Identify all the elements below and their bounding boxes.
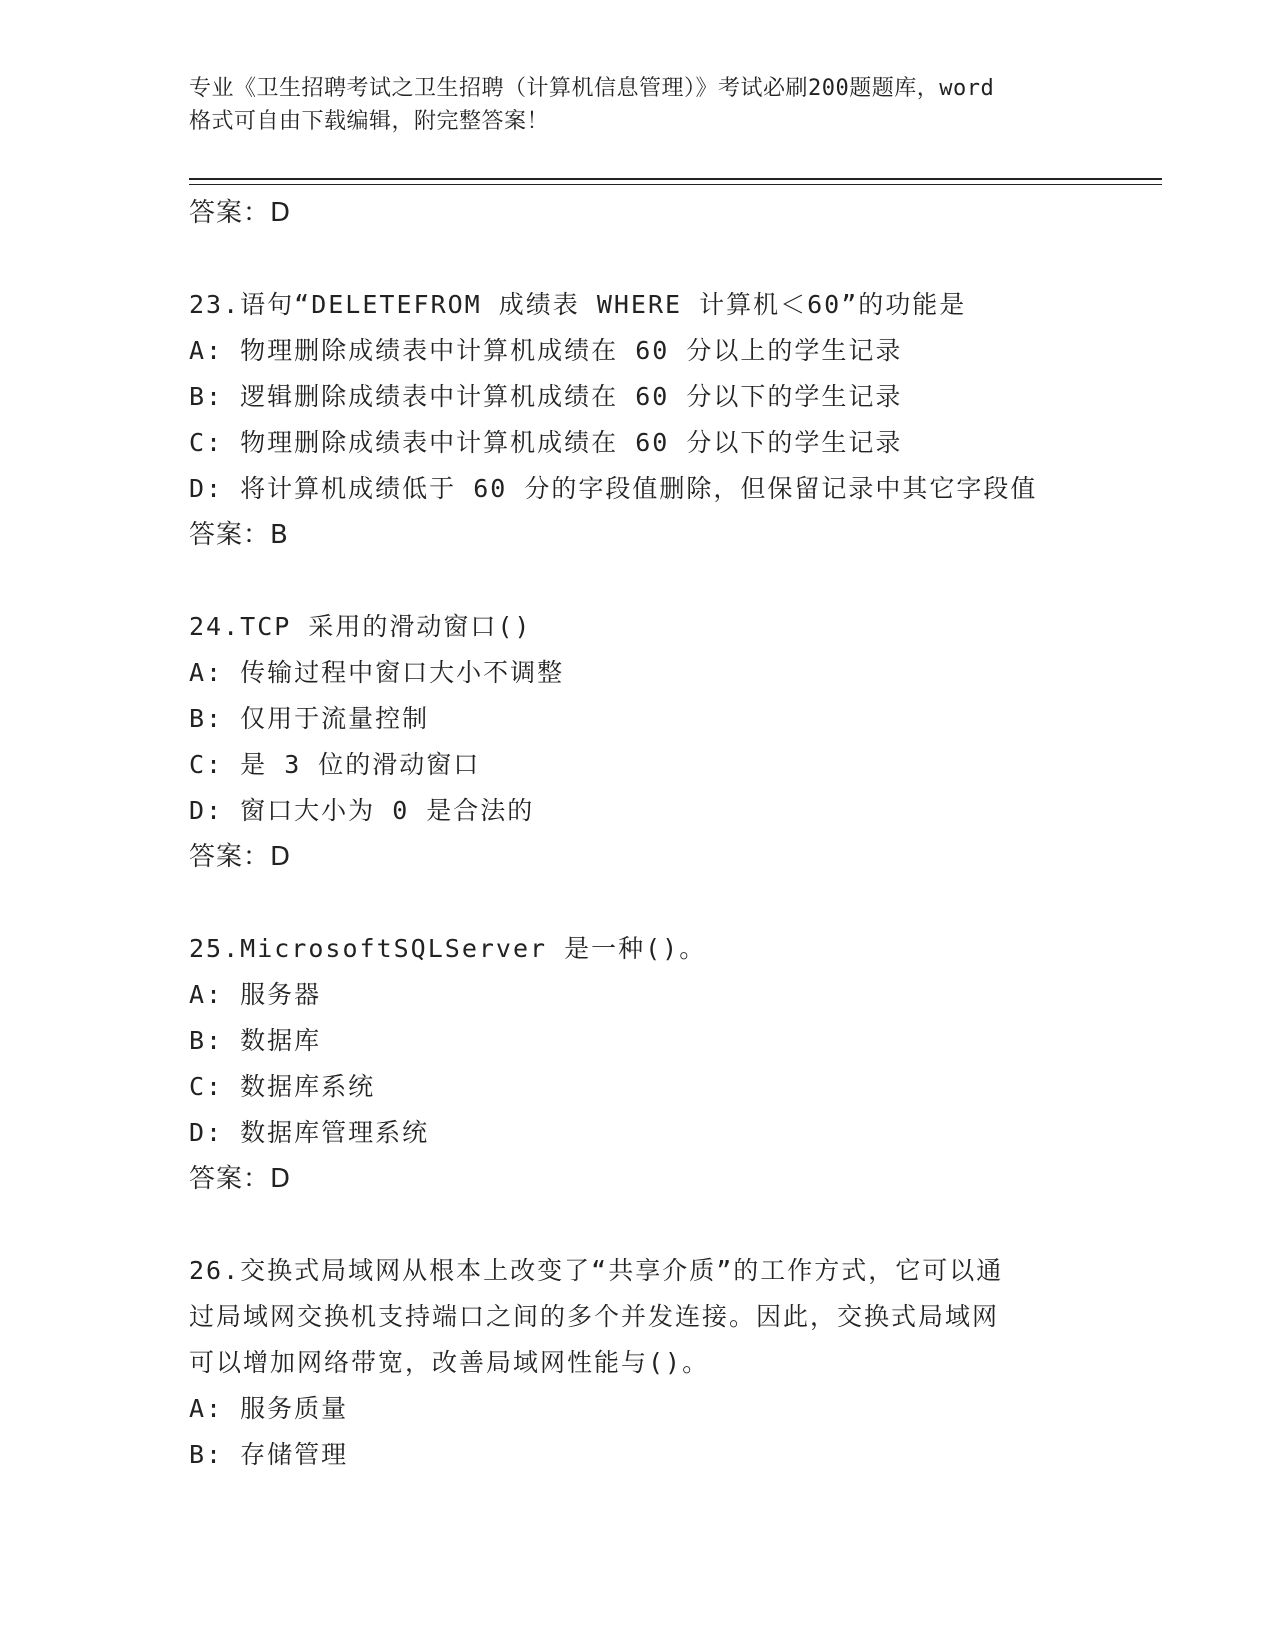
option-c: C: 物理删除成绩表中计算机成绩在 60 分以下的学生记录 xyxy=(189,428,903,457)
option-b: B: 存储管理 xyxy=(189,1440,349,1469)
option-d: D: 将计算机成绩低于 60 分的字段值删除，但保留记录中其它字段值 xyxy=(189,474,1038,503)
question-text-line-2: 过局域网交换机支持端口之间的多个并发连接。因此，交换式局域网 xyxy=(189,1302,1000,1331)
answer-line: 答案：D xyxy=(189,1164,292,1194)
header-divider-thin xyxy=(189,184,1162,185)
option-d: D: 窗口大小为 0 是合法的 xyxy=(189,796,535,825)
header-line-2: 格式可自由下载编辑，附完整答案！ xyxy=(189,109,550,134)
question-26 xyxy=(189,1248,1129,1478)
header-divider-thick xyxy=(189,178,1162,180)
option-a: A: 服务质量 xyxy=(189,1394,349,1423)
question-25 xyxy=(189,926,1129,1202)
option-c: C: 数据库系统 xyxy=(189,1072,376,1101)
question-text-line-3: 可以增加网络带宽，改善局域网性能与()。 xyxy=(189,1348,710,1377)
option-b: B: 数据库 xyxy=(189,1026,322,1055)
question-text-line-1: 26.交换式局域网从根本上改变了“共享介质”的工作方式，它可以通 xyxy=(189,1256,1004,1285)
question-23 xyxy=(189,282,1129,558)
question-text: 23.语句“DELETEFROM 成绩表 WHERE 计算机＜60”的功能是 xyxy=(189,290,967,319)
question-24 xyxy=(189,604,1129,880)
answer-line: 答案：D xyxy=(189,198,292,228)
question-text: 24.TCP 采用的滑动窗口() xyxy=(189,612,532,641)
answer-line: 答案：D xyxy=(189,842,292,872)
document-body xyxy=(189,190,1129,1478)
header-line-1: 专业《卫生招聘考试之卫生招聘（计算机信息管理）》考试必刷200题题库，word xyxy=(189,76,995,101)
option-a: A: 传输过程中窗口大小不调整 xyxy=(189,658,565,687)
option-b: B: 逻辑删除成绩表中计算机成绩在 60 分以下的学生记录 xyxy=(189,382,903,411)
option-d: D: 数据库管理系统 xyxy=(189,1118,430,1147)
answer-line: 答案：B xyxy=(189,520,289,550)
option-b: B: 仅用于流量控制 xyxy=(189,704,430,733)
question-text: 25.MicrosoftSQLServer 是一种()。 xyxy=(189,934,707,963)
option-c: C: 是 3 位的滑动窗口 xyxy=(189,750,481,779)
option-a: A: 物理删除成绩表中计算机成绩在 60 分以上的学生记录 xyxy=(189,336,903,365)
option-a: A: 服务器 xyxy=(189,980,322,1009)
page-header xyxy=(189,72,1099,138)
